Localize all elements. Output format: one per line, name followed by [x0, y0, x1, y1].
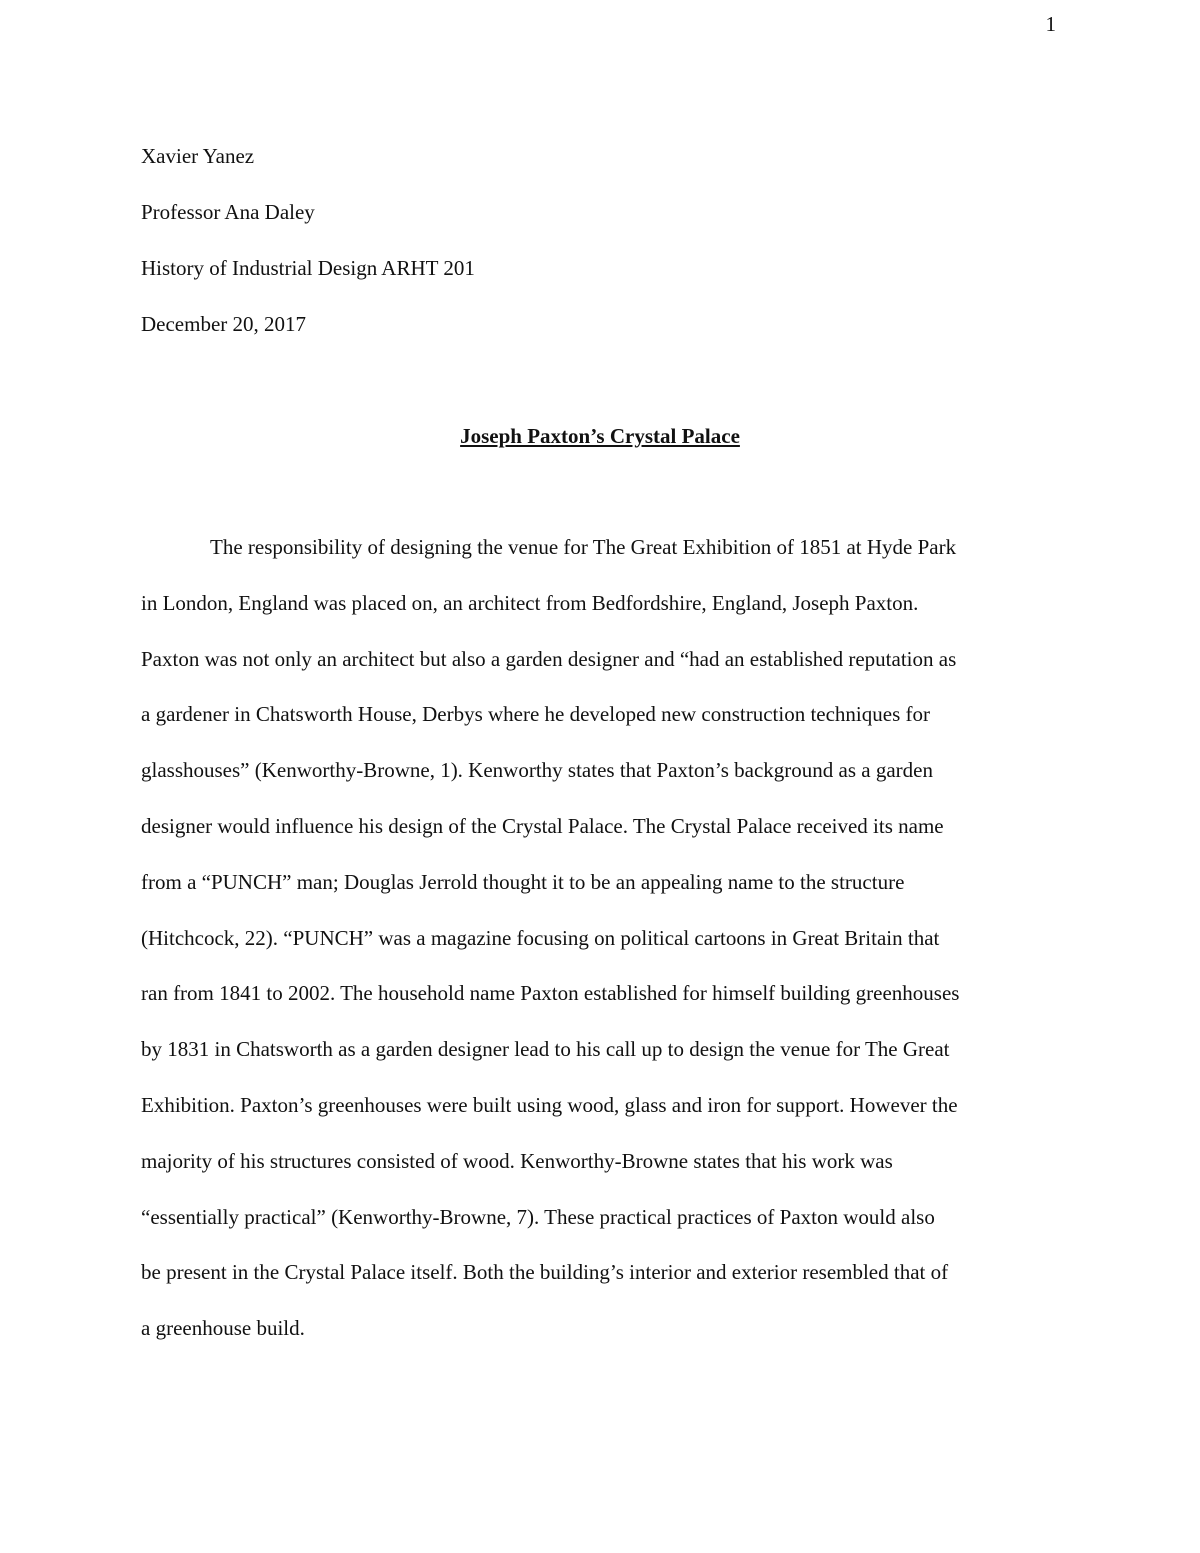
student-name: Xavier Yanez	[141, 144, 255, 168]
body-paragraph	[141, 533, 1059, 1370]
professor-name: Professor Ana Daley	[141, 200, 315, 224]
body-line: designer would influence his design of the Crystal Palace. The Crystal Palace received its name	[141, 813, 944, 838]
body-line: glasshouses” (Kenworthy-Browne, 1). Kenworthy states that Paxton’s background as a garden	[141, 758, 933, 783]
course-name: History of Industrial Design ARHT 201	[141, 256, 475, 280]
body-line: The responsibility of designing the venue for The Great Exhibition of 1851 at Hyde Park	[210, 535, 957, 559]
page-number: 1	[1045, 12, 1056, 36]
submission-date: December 20, 2017	[141, 312, 307, 336]
body-line: be present in the Crystal Palace itself. Both the building’s interior and exterior resembled that of	[141, 1260, 949, 1285]
body-line: a gardener in Chatsworth House, Derbys where he developed new construction techniques for	[141, 702, 930, 727]
paper-title: Joseph Paxton’s Crystal Palace	[460, 424, 740, 448]
body-line: “essentially practical” (Kenworthy-Browne, 7). These practical practices of Paxton would also	[141, 1204, 935, 1229]
body-line: Paxton was not only an architect but also a garden designer and “had an established reputation as	[141, 646, 957, 671]
body-line: majority of his structures consisted of wood. Kenworthy-Browne states that his work was	[141, 1148, 893, 1173]
heading-block	[141, 142, 1061, 366]
body-line: ran from 1841 to 2002. The household name Paxton established for himself building greenhouses	[141, 981, 960, 1006]
body-line: by 1831 in Chatsworth as a garden designer lead to his call up to design the venue for The Great	[141, 1037, 950, 1062]
body-line: from a “PUNCH” man; Douglas Jerrold thought it to be an appealing name to the structure	[141, 869, 905, 894]
body-line: (Hitchcock, 22). “PUNCH” was a magazine focusing on political cartoons in Great Britain that	[141, 925, 940, 950]
body-line: a greenhouse build.	[141, 1316, 305, 1341]
body-line: Exhibition. Paxton’s greenhouses were built using wood, glass and iron for support. However the	[141, 1092, 958, 1117]
body-line: in London, England was placed on, an architect from Bedfordshire, England, Joseph Paxton.	[141, 590, 919, 615]
